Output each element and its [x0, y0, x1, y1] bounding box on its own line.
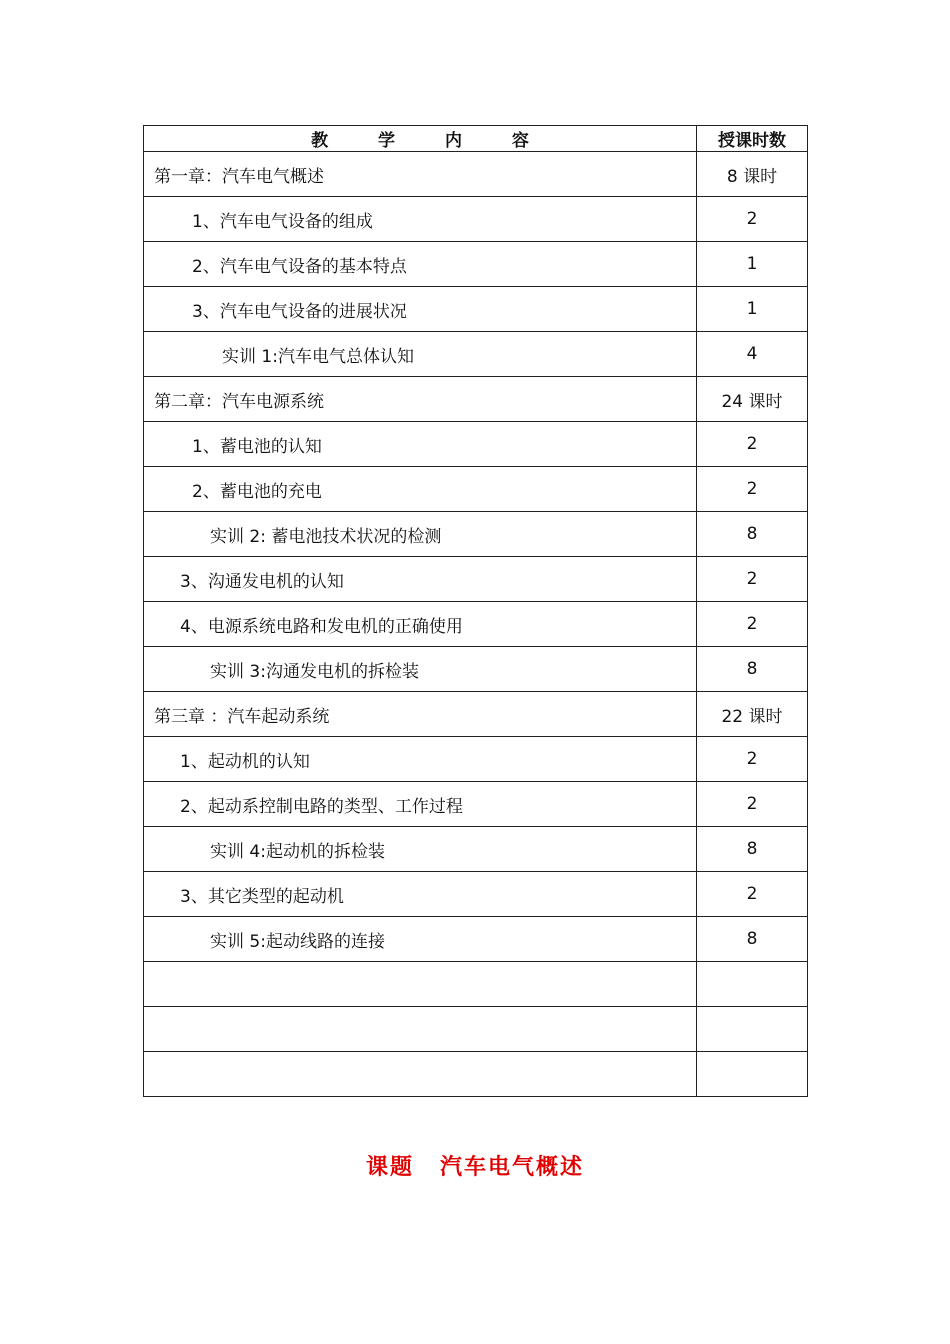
table-row	[144, 512, 808, 557]
hours-cell: 4	[697, 332, 808, 377]
hours-cell: 2	[697, 602, 808, 647]
hours-cell: 8	[697, 512, 808, 557]
topic-text: 实训 1:汽车电气总体认知	[144, 332, 697, 377]
hours-cell: 8	[697, 917, 808, 962]
hours-cell: 8	[697, 647, 808, 692]
table-row	[144, 737, 808, 782]
syllabus-table	[143, 125, 808, 1097]
table-row	[144, 827, 808, 872]
chapter-title: 第一章：汽车电气概述	[144, 152, 697, 197]
topic-text: 实训 4:起动机的拆检装	[144, 827, 697, 872]
topic-text: 3、其它类型的起动机	[144, 872, 697, 917]
topic-text: 实训 2: 蓄电池技术状况的检测	[144, 512, 697, 557]
hours-cell: 2	[697, 422, 808, 467]
topic-text: 1、汽车电气设备的组成	[144, 197, 697, 242]
table-row	[144, 197, 808, 242]
table-row	[144, 557, 808, 602]
topic-text: 4、电源系统电路和发电机的正确使用	[144, 602, 697, 647]
topic-text	[144, 1007, 697, 1052]
table-row	[144, 467, 808, 512]
topic-text: 2、蓄电池的充电	[144, 467, 697, 512]
table-row	[144, 782, 808, 827]
header-hours: 授课时数	[697, 126, 808, 152]
hours-cell: 2	[697, 197, 808, 242]
topic-text	[144, 1052, 697, 1097]
chapter-title: 第二章：汽车电源系统	[144, 377, 697, 422]
table-row	[144, 287, 808, 332]
chapter-row	[144, 692, 808, 737]
table-row	[144, 242, 808, 287]
topic-text: 2、汽车电气设备的基本特点	[144, 242, 697, 287]
hours-cell: 24 课时	[697, 377, 808, 422]
topic-text	[144, 962, 697, 1007]
chapter-row	[144, 152, 808, 197]
lesson-title	[0, 1150, 950, 1181]
hours-cell: 8	[697, 827, 808, 872]
hours-cell: 1	[697, 287, 808, 332]
topic-text: 3、汽车电气设备的进展状况	[144, 287, 697, 332]
topic-text: 3、沟通发电机的认知	[144, 557, 697, 602]
table-row	[144, 917, 808, 962]
topic-text: 实训 5:起动线路的连接	[144, 917, 697, 962]
table-row	[144, 647, 808, 692]
topic-text: 实训 3:沟通发电机的拆检装	[144, 647, 697, 692]
table-row	[144, 332, 808, 377]
lesson-title-label: 课题	[365, 1155, 414, 1180]
empty-row	[144, 962, 808, 1007]
hours-cell: 22 课时	[697, 692, 808, 737]
hours-cell	[697, 1007, 808, 1052]
hours-cell: 8 课时	[697, 152, 808, 197]
hours-cell	[697, 962, 808, 1007]
topic-text: 1、起动机的认知	[144, 737, 697, 782]
table-header-row	[144, 126, 808, 152]
table-row	[144, 422, 808, 467]
table-row	[144, 872, 808, 917]
hours-cell: 2	[697, 557, 808, 602]
table-row	[144, 602, 808, 647]
hours-cell: 1	[697, 242, 808, 287]
hours-cell	[697, 1052, 808, 1097]
hours-cell: 2	[697, 467, 808, 512]
lesson-title-topic: 汽车电气概述	[440, 1155, 585, 1180]
empty-row	[144, 1052, 808, 1097]
chapter-row	[144, 377, 808, 422]
hours-cell: 2	[697, 782, 808, 827]
hours-cell: 2	[697, 872, 808, 917]
header-content: 教 学 内 容	[144, 126, 697, 152]
hours-cell: 2	[697, 737, 808, 782]
chapter-title: 第三章 ：汽车起动系统	[144, 692, 697, 737]
topic-text: 1、蓄电池的认知	[144, 422, 697, 467]
empty-row	[144, 1007, 808, 1052]
topic-text: 2、起动系控制电路的类型、工作过程	[144, 782, 697, 827]
